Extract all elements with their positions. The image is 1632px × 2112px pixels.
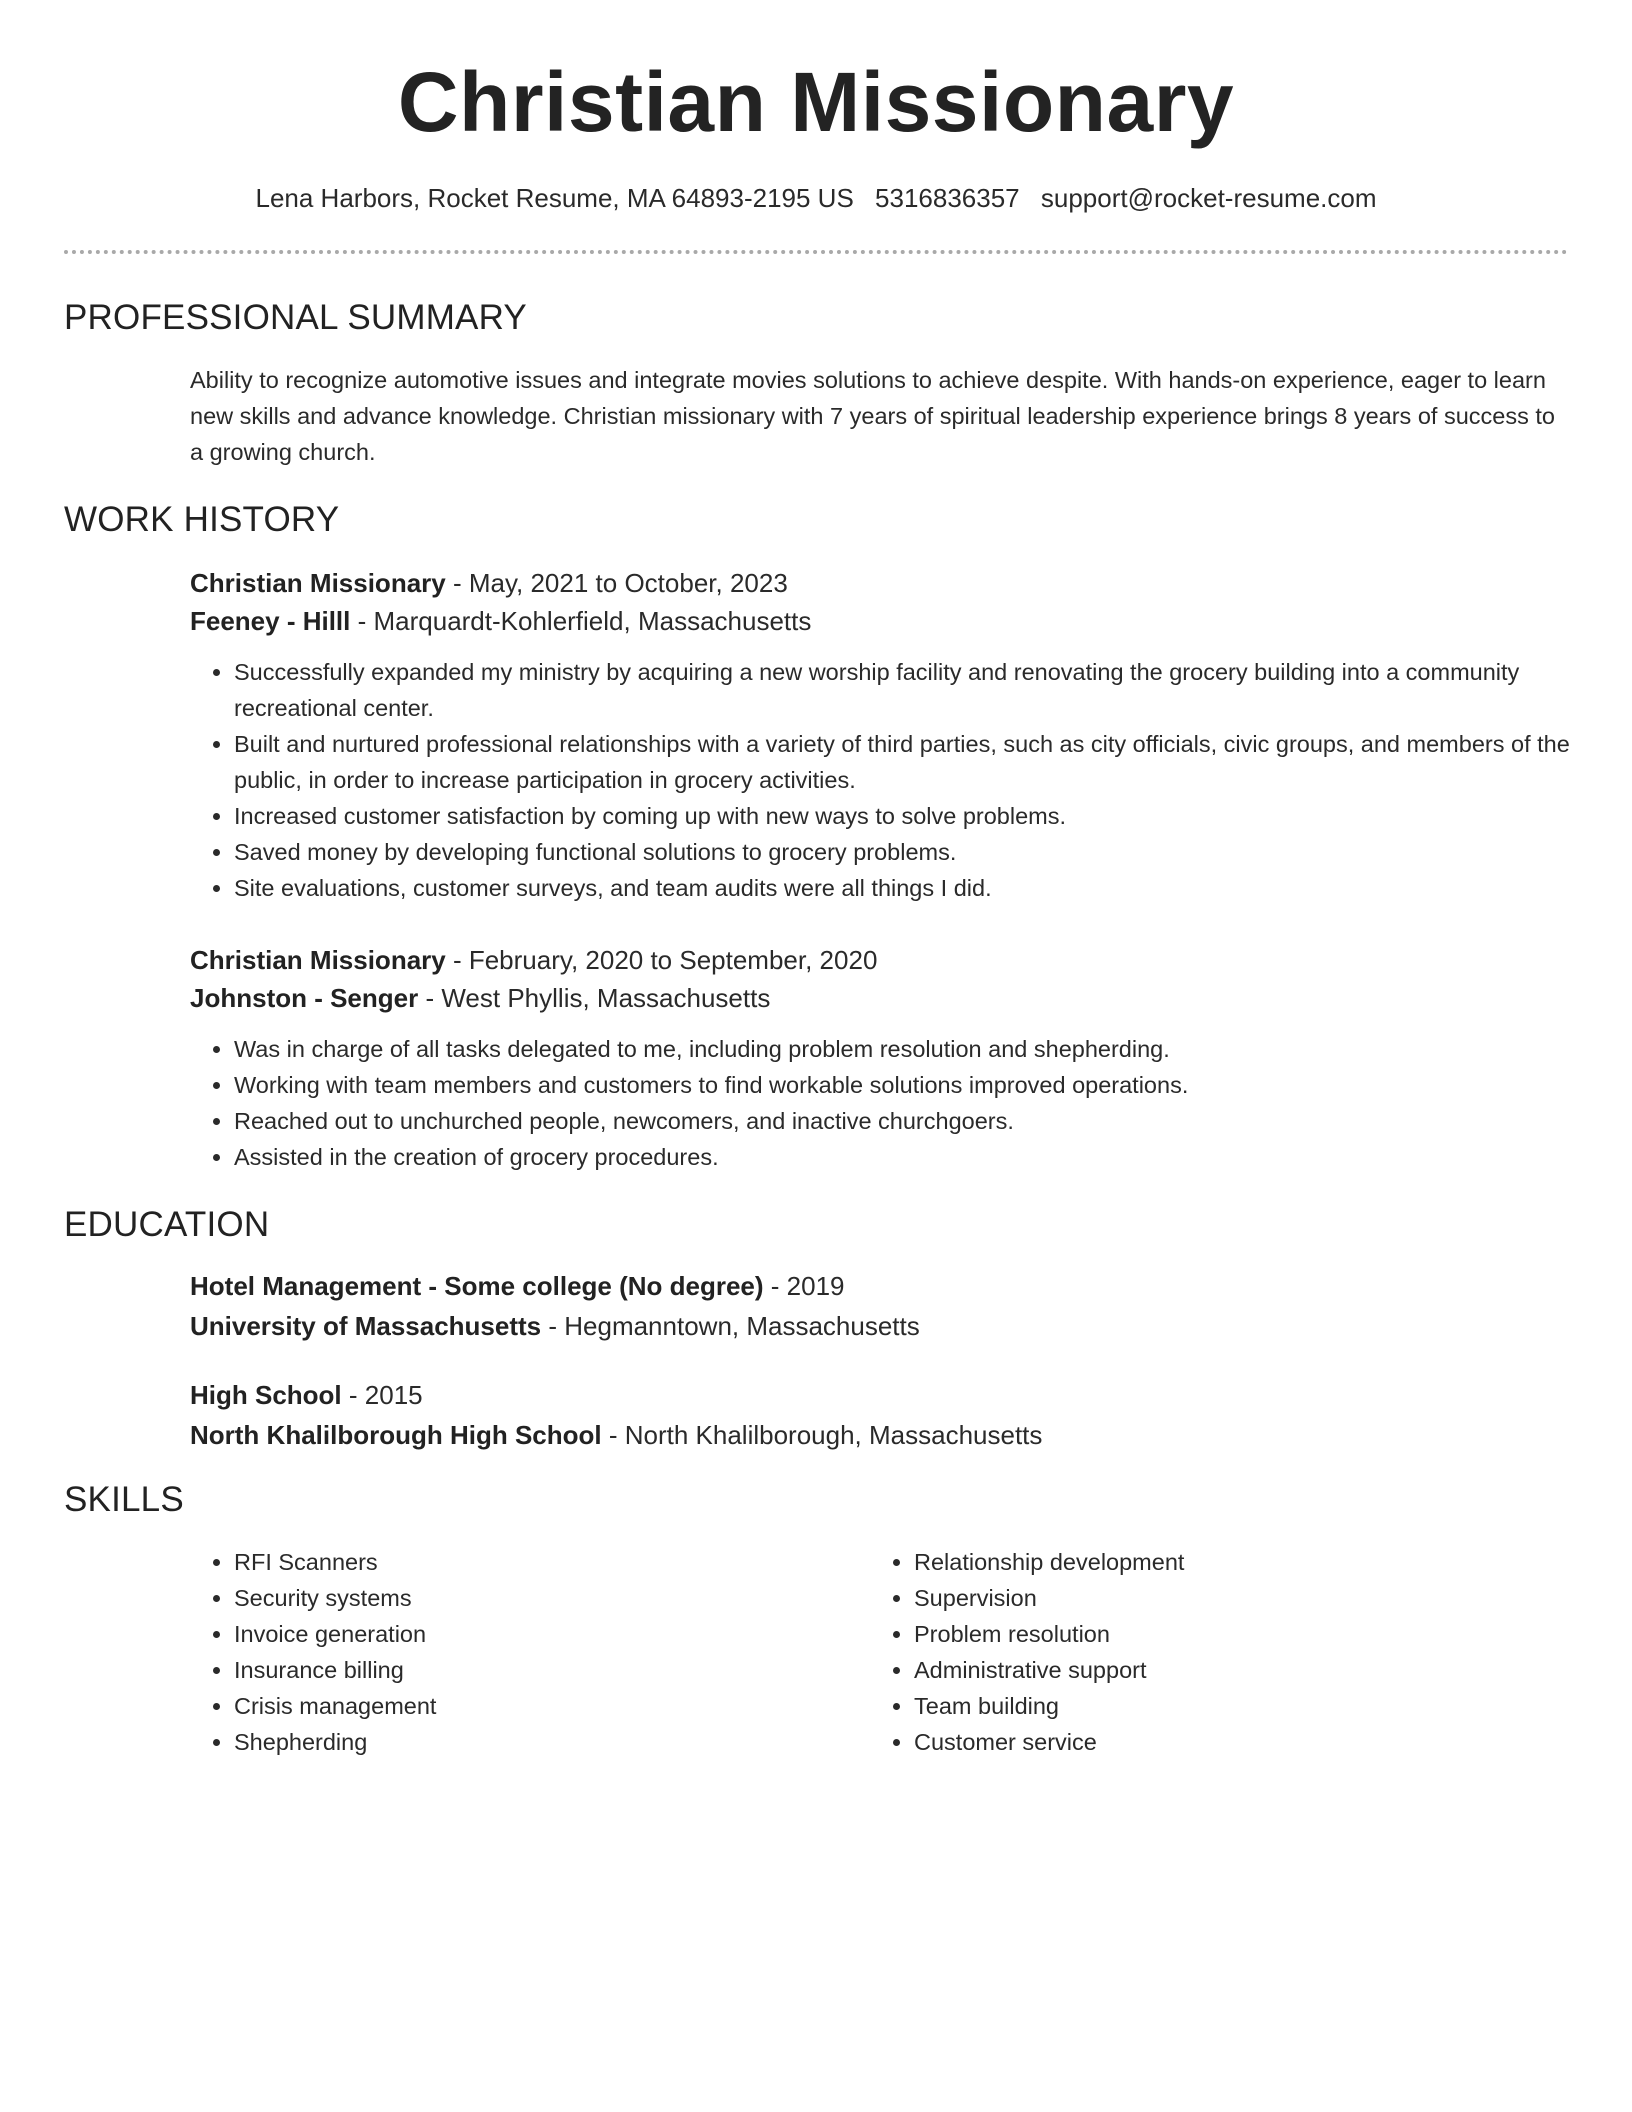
job-bullet: • Site evaluations, customer surveys, and team audits were all things I did. — [234, 870, 1570, 906]
skill-item: • RFI Scanners — [234, 1544, 790, 1580]
skills-column-right — [870, 1544, 1470, 1760]
education-location: - Hegmanntown, Massachusetts — [541, 1311, 920, 1341]
job-bullet: • Assisted in the creation of grocery procedures. — [234, 1139, 1570, 1175]
education-year: - 2015 — [341, 1380, 423, 1410]
education-school-line — [190, 1306, 1570, 1346]
job-bullet: • Reached out to unchurched people, newcomers, and inactive churchgoers. — [234, 1103, 1570, 1139]
skill-item: • Customer service — [914, 1724, 1470, 1760]
job-dates: - February, 2020 to September, 2020 — [445, 945, 878, 975]
job-bullet: • Successfully expanded my ministry by acquiring a new worship facility and renovating the grocery building into a community recreational center. — [234, 654, 1570, 726]
job-bullet: • Built and nurtured professional relationships with a variety of third parties, such as city officials, civic groups, and members of the public, in order to increase participation in grocery activities. — [234, 726, 1570, 798]
education-location: - North Khalilborough, Massachusetts — [601, 1420, 1043, 1450]
education-degree: High School — [190, 1380, 342, 1410]
job-company-line — [190, 979, 1570, 1017]
skill-item: • Supervision — [914, 1580, 1470, 1616]
education-degree: Hotel Management - Some college (No degree) — [190, 1271, 764, 1301]
skill-item: • Insurance billing — [234, 1652, 790, 1688]
skill-item: • Team building — [914, 1688, 1470, 1724]
skill-item: • Administrative support — [914, 1652, 1470, 1688]
header-divider — [64, 250, 1568, 254]
education-entry — [190, 1375, 1570, 1455]
skill-item: • Problem resolution — [914, 1616, 1470, 1652]
summary-text: Ability to recognize automotive issues and integrate movies solutions to achieve despite. With hands-on experience, eager to learn new skills and advance knowledge. Christian missionary with 7 years of spiritual leadership experience brings 8 years of success to a growing church. — [190, 367, 1555, 465]
education-heading: EDUCATION — [64, 1205, 270, 1244]
job-entry — [190, 564, 1570, 906]
education-entry — [190, 1266, 1570, 1346]
job-company: Feeney - Hilll — [190, 606, 351, 636]
job-location: - Marquardt-Kohlerfield, Massachusetts — [350, 606, 812, 636]
skills-list — [190, 1544, 790, 1760]
skill-item: • Crisis management — [234, 1688, 790, 1724]
job-title-line — [190, 564, 1570, 602]
skill-item: • Relationship development — [914, 1544, 1470, 1580]
summary-section — [190, 362, 1570, 470]
contact-address: Lena Harbors, Rocket Resume, MA 64893-2195 US — [255, 183, 854, 213]
education-degree-line — [190, 1375, 1570, 1415]
work-history-heading: WORK HISTORY — [64, 500, 340, 539]
contact-phone: 5316836357 — [875, 183, 1020, 213]
job-bullet: • Working with team members and customers to find workable solutions improved operations. — [234, 1067, 1570, 1103]
skills-list — [870, 1544, 1470, 1760]
job-company-line — [190, 602, 1570, 640]
education-school: North Khalilborough High School — [190, 1420, 602, 1450]
summary-heading: PROFESSIONAL SUMMARY — [64, 298, 527, 337]
contact-email: support@rocket-resume.com — [1040, 183, 1377, 213]
job-bullet: • Increased customer satisfaction by coming up with new ways to solve problems. — [234, 798, 1570, 834]
job-role: Christian Missionary — [190, 945, 446, 975]
job-dates: - May, 2021 to October, 2023 — [445, 568, 788, 598]
candidate-name: Christian Missionary — [397, 55, 1235, 149]
job-bullets — [190, 654, 1570, 906]
job-bullet: • Saved money by developing functional solutions to grocery problems. — [234, 834, 1570, 870]
job-entry — [190, 941, 1570, 1175]
job-company: Johnston - Senger — [190, 983, 419, 1013]
education-school-line — [190, 1415, 1570, 1455]
skill-item: • Security systems — [234, 1580, 790, 1616]
skills-heading: SKILLS — [64, 1480, 184, 1519]
job-bullets — [190, 1031, 1570, 1175]
job-title-line — [190, 941, 1570, 979]
skill-item: • Shepherding — [234, 1724, 790, 1760]
skill-item: • Invoice generation — [234, 1616, 790, 1652]
contact-line — [0, 180, 1632, 216]
job-role: Christian Missionary — [190, 568, 446, 598]
education-year: - 2019 — [763, 1271, 845, 1301]
skills-column-left — [190, 1544, 790, 1760]
job-bullet: • Was in charge of all tasks delegated to me, including problem resolution and shepherding. — [234, 1031, 1570, 1067]
job-location: - West Phyllis, Massachusetts — [418, 983, 771, 1013]
education-school: University of Massachusetts — [190, 1311, 542, 1341]
education-degree-line — [190, 1266, 1570, 1306]
